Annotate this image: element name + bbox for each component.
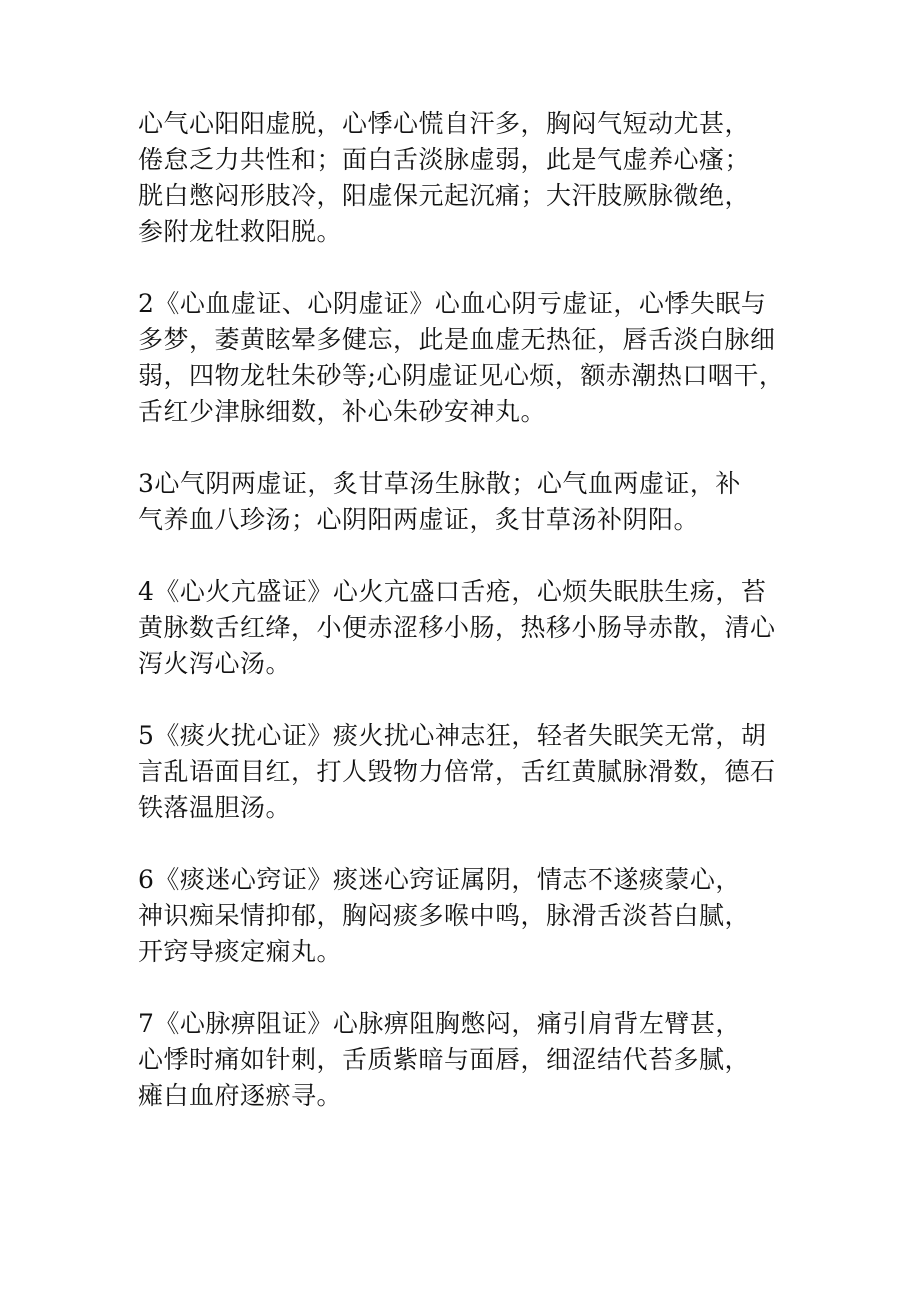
document-body: [138, 106, 788, 1150]
text-line: 2《心血虚证、心阴虚证》心血心阴亏虚证，心悸失眠与: [138, 289, 767, 318]
text-line: 多梦，萎黄眩晕多健忘，此是血虚无热征，唇舌淡白脉细: [138, 325, 776, 354]
text-line: 瘫白血府逐瘀寻。: [138, 1081, 343, 1110]
text-line: 3心气阴两虚证，炙甘草汤生脉散；心气血两虚证，补: [138, 469, 741, 498]
paragraph-heart-fire: [138, 574, 788, 682]
paragraph-heart-qi-yang-deficiency: [138, 106, 788, 250]
paragraph-heart-blood-yin-deficiency: [138, 286, 788, 430]
text-line: 参附龙牡救阳脱。: [138, 217, 343, 246]
text-line: 气养血八珍汤；心阴阳两虚证，炙甘草汤补阴阳。: [138, 505, 700, 534]
text-line: 神识痴呆情抑郁，胸闷痰多喉中鸣，脉滑舌淡苔白腻，: [138, 901, 751, 930]
text-line: 心气心阳阳虚脱，心悸心慌自汗多，胸闷气短动尤甚，: [138, 109, 751, 138]
text-line: 5《痰火扰心证》痰火扰心神志狂，轻者失眠笑无常，胡: [138, 721, 767, 750]
text-line: 心悸时痛如针刺，舌质紫暗与面唇，细涩结代苔多腻，: [138, 1045, 751, 1074]
paragraph-dual-deficiency: [138, 466, 788, 538]
text-line: 开窍导痰定痫丸。: [138, 937, 343, 966]
text-line: 6《痰迷心窍证》痰迷心窍证属阴，情志不遂痰蒙心，: [138, 865, 741, 894]
text-line: 言乱语面目红，打人毁物力倍常，舌红黄腻脉滑数，德石: [138, 757, 776, 786]
text-line: 舌红少津脉细数，补心朱砂安神丸。: [138, 397, 547, 426]
text-line: 弱，四物龙牡朱砂等;心阴虚证见心烦，额赤潮热口咽干，: [138, 361, 785, 390]
paragraph-phlegm-fire: [138, 718, 788, 826]
text-line: 黄脉数舌红绛，小便赤涩移小肠，热移小肠导赤散，清心: [138, 613, 776, 642]
text-line: 胱白憋闷形肢冷，阳虚保元起沉痛；大汗肢厥脉微绝，: [138, 181, 751, 210]
text-line: 4《心火亢盛证》心火亢盛口舌疮，心烦失眠肤生疡，苔: [138, 577, 767, 606]
text-line: 7《心脉痹阻证》心脉痹阻胸憋闷，痛引肩背左臂甚，: [138, 1009, 741, 1038]
text-line: 铁落温胆汤。: [138, 793, 292, 822]
paragraph-heart-vessel-obstruction: [138, 1006, 788, 1114]
text-line: 泻火泻心汤。: [138, 649, 292, 678]
text-line: 倦怠乏力共性和；面白舌淡脉虚弱，此是气虚养心瘙；: [138, 145, 751, 174]
paragraph-phlegm-misting: [138, 862, 788, 970]
